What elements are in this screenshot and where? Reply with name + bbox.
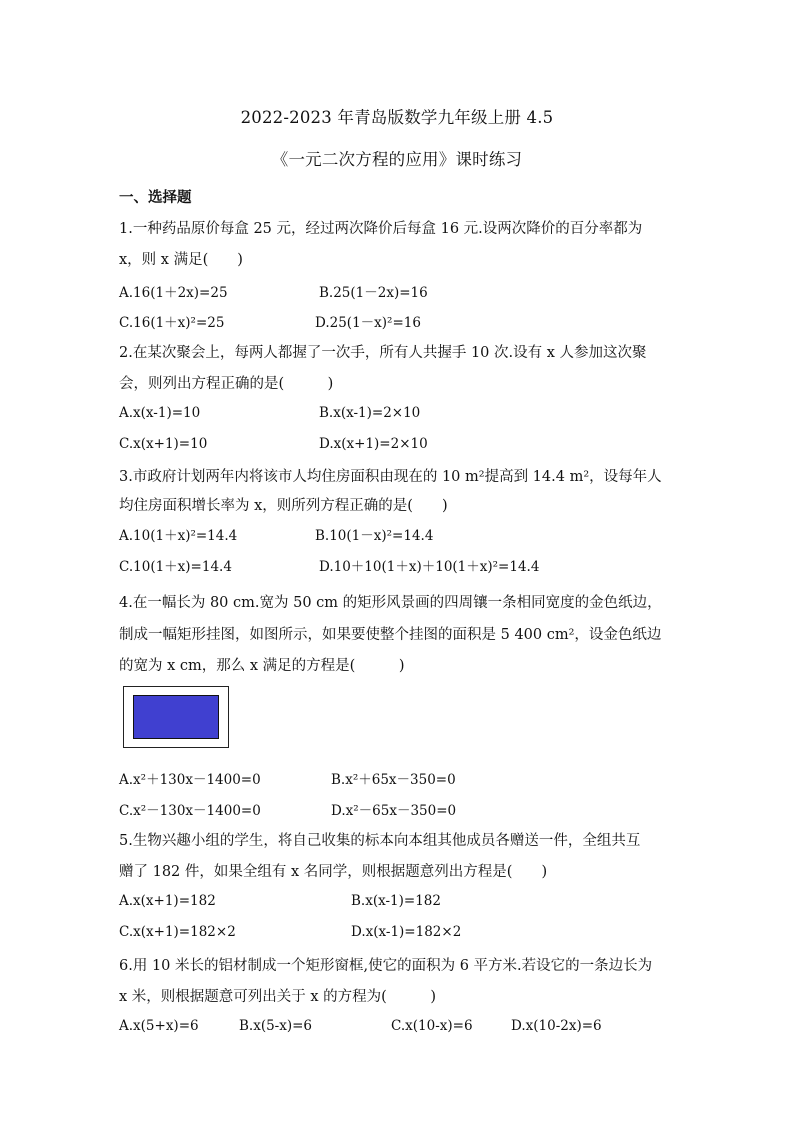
q4-option-c: C.x²－130x－1400=0 (119, 803, 261, 819)
q1-stem-line1: 1.一种药品原价每盒 25 元，经过两次降价后每盒 16 元.设两次降价的百分率都为 (119, 221, 643, 237)
q4-stem-line2: 制成一幅矩形挂图，如图所示，如果要使整个挂图的面积是 5 400 cm²，设金色纸边 (119, 627, 662, 643)
picture-area (133, 695, 219, 739)
q5-options-row1 (119, 893, 719, 915)
q1-option-d: D.25(1－x)²=16 (315, 315, 421, 331)
q5-option-c: C.x(x+1)=182×2 (119, 924, 236, 940)
q5-options-row2 (119, 924, 719, 946)
q4-stem-line1: 4.在一幅长为 80 cm.宽为 50 cm 的矩形风景画的四周镶一条相同宽度的金色纸边， (119, 595, 662, 611)
framed-picture-figure (123, 686, 229, 748)
q2-options-row1 (119, 405, 719, 427)
q1-option-a: A.16(1＋2x)=25 (119, 285, 228, 301)
q6-option-d: D.x(10-2x)=6 (511, 1018, 602, 1034)
q6-option-c: C.x(10-x)=6 (391, 1018, 473, 1034)
q4-option-b: B.x²＋65x－350=0 (331, 772, 456, 788)
q5-stem-line1: 5.生物兴趣小组的学生，将自己收集的标本向本组其他成员各赠送一件，全组共互 (119, 833, 641, 849)
q2-stem-line1: 2.在某次聚会上，每两人都握了一次手，所有人共握手 10 次.设有 x 人参加这次聚 (119, 345, 647, 361)
q3-option-b: B.10(1－x)²=14.4 (315, 528, 434, 544)
q4-option-d: D.x²－65x－350=0 (331, 803, 457, 819)
q2-option-b: B.x(x-1)=2×10 (319, 405, 421, 421)
q6-options-row (119, 1018, 719, 1040)
q1-options-row2 (119, 311, 719, 333)
q6-option-b: B.x(5-x)=6 (239, 1018, 313, 1034)
q2-options-row2 (119, 436, 719, 458)
q2-option-c: C.x(x+1)=10 (119, 436, 208, 452)
q4-stem-line3: 的宽为 x cm，那么 x 满足的方程是( ) (119, 658, 405, 674)
q1-options-row1 (119, 281, 719, 303)
q1-option-b: B.25(1－2x)=16 (319, 285, 428, 301)
q1-option-c: C.16(1＋x)²=25 (119, 315, 225, 331)
title-line-2: 《一元二次方程的应用》课时练习 (271, 150, 523, 169)
q3-option-c: C.10(1＋x)=14.4 (119, 559, 232, 575)
q2-stem-line2: 会，则列出方程正确的是( ) (119, 376, 334, 392)
q6-option-a: A.x(5+x)=6 (119, 1018, 199, 1034)
q2-option-d: D.x(x+1)=2×10 (319, 436, 428, 452)
q5-option-a: A.x(x+1)=182 (119, 893, 216, 909)
q4-options-row1 (119, 768, 719, 790)
q3-options-row2 (119, 555, 719, 577)
q6-stem-line2: x 米，则根据题意可列出关于 x 的方程为( ) (119, 989, 436, 1005)
q4-options-row2 (119, 799, 719, 821)
q4-option-a: A.x²＋130x－1400=0 (119, 772, 261, 788)
q2-option-a: A.x(x-1)=10 (119, 405, 201, 421)
q3-options-row1 (119, 524, 719, 546)
title-line-1: 2022-2023 年青岛版数学九年级上册 4.5 (240, 108, 554, 127)
q3-stem-line1: 3.市政府计划两年内将该市人均住房面积由现在的 10 m²提高到 14.4 m²，设每年人 (119, 469, 662, 485)
q3-stem-line2: 均住房面积增长率为 x，则所列方程正确的是( ) (119, 498, 448, 514)
q5-option-b: B.x(x-1)=182 (351, 893, 441, 909)
q3-option-d: D.10＋10(1＋x)＋10(1＋x)²=14.4 (319, 559, 540, 575)
q1-stem-line2: x，则 x 满足( ) (119, 252, 243, 268)
q3-option-a: A.10(1＋x)²=14.4 (119, 528, 238, 544)
section-heading: 一、选择题 (119, 189, 192, 206)
q5-option-d: D.x(x-1)=182×2 (351, 924, 462, 940)
q5-stem-line2: 赠了 182 件，如果全组有 x 名同学，则根据题意列出方程是( ) (119, 864, 548, 880)
q6-stem-line1: 6.用 10 米长的铝材制成一个矩形窗框,使它的面积为 6 平方米.若设它的一条边长为 (119, 958, 653, 974)
